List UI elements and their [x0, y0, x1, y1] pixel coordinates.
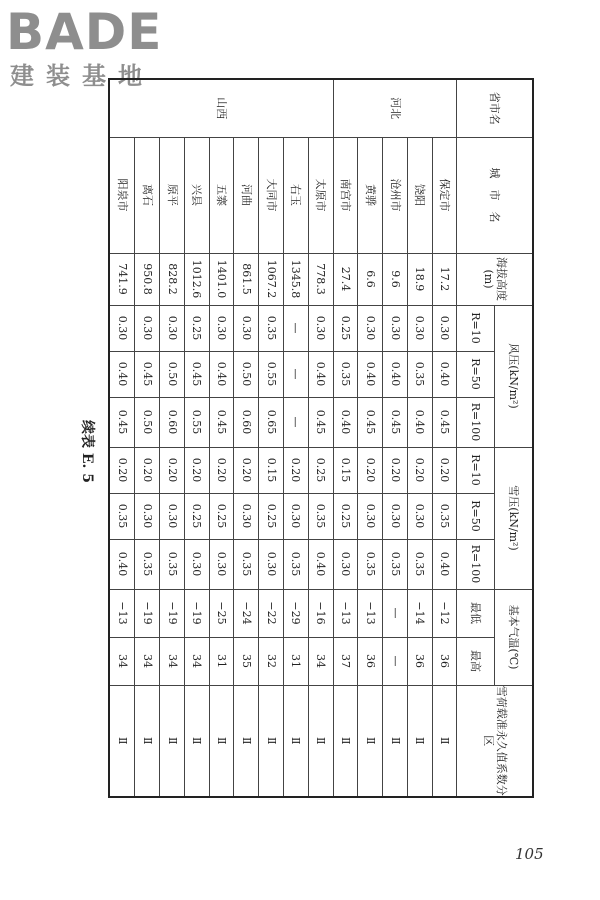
city-cell: 河曲	[234, 137, 259, 253]
zone-cell: Ⅱ	[383, 685, 408, 797]
wind-r50-cell: 0.45	[135, 351, 160, 397]
temp-max-cell: 32	[259, 637, 284, 685]
wind-r50-cell: 0.40	[308, 351, 333, 397]
wind-r100-cell: 0.55	[184, 397, 209, 447]
table-caption: 续表 E. 5	[79, 420, 95, 484]
snow-r100-cell: 0.35	[160, 539, 185, 589]
snow-r10-cell: 0.20	[284, 447, 309, 493]
header-wind-r100: R=100	[457, 397, 495, 447]
wind-r100-cell: —	[284, 397, 309, 447]
wind-r50-cell: 0.40	[109, 351, 135, 397]
header-altitude: 海拔高度(m)	[457, 253, 533, 305]
table-body	[109, 79, 457, 797]
header-snow-pressure: 雪压(kN/m²)	[495, 447, 533, 589]
zone-cell: Ⅱ	[160, 685, 185, 797]
snow-r100-cell: 0.30	[333, 539, 358, 589]
temp-min-cell: −29	[284, 589, 309, 637]
altitude-cell: 27.4	[333, 253, 358, 305]
temp-min-cell: −24	[234, 589, 259, 637]
zone-cell: Ⅱ	[234, 685, 259, 797]
province-cell: 山西	[109, 79, 333, 137]
wind-r100-cell: 0.45	[432, 397, 457, 447]
snow-r10-cell: 0.20	[109, 447, 135, 493]
snow-r100-cell: 0.35	[358, 539, 383, 589]
altitude-cell: 828.2	[160, 253, 185, 305]
temp-max-cell: 34	[308, 637, 333, 685]
snow-r10-cell: 0.20	[184, 447, 209, 493]
zone-cell: Ⅱ	[135, 685, 160, 797]
wind-r10-cell: 0.30	[358, 305, 383, 351]
zone-cell: Ⅱ	[284, 685, 309, 797]
temp-max-cell: —	[383, 637, 408, 685]
altitude-cell: 778.3	[308, 253, 333, 305]
header-snow-zone: 雪荷载准永久值系数分区	[457, 685, 533, 797]
city-cell: 保定市	[432, 137, 457, 253]
table-row	[135, 79, 160, 797]
snow-r10-cell: 0.20	[358, 447, 383, 493]
table-row	[284, 79, 309, 797]
altitude-cell: 950.8	[135, 253, 160, 305]
city-cell: 沧州市	[383, 137, 408, 253]
wind-r10-cell: 0.35	[259, 305, 284, 351]
snow-r50-cell: 0.30	[135, 493, 160, 539]
header-temp-max: 最高	[457, 637, 495, 685]
table-row	[209, 79, 234, 797]
province-cell: 河北	[333, 79, 457, 137]
temp-max-cell: 36	[358, 637, 383, 685]
snow-r50-cell: 0.30	[160, 493, 185, 539]
wind-r10-cell: 0.30	[135, 305, 160, 351]
wind-r100-cell: 0.45	[358, 397, 383, 447]
zone-cell: Ⅱ	[184, 685, 209, 797]
wind-r100-cell: 0.40	[407, 397, 432, 447]
temp-min-cell: —	[383, 589, 408, 637]
city-cell: 五寨	[209, 137, 234, 253]
city-cell: 原平	[160, 137, 185, 253]
snow-r50-cell: 0.30	[358, 493, 383, 539]
temp-min-cell: −13	[109, 589, 135, 637]
snow-r100-cell: 0.40	[432, 539, 457, 589]
altitude-cell: 18.9	[407, 253, 432, 305]
wind-r50-cell: 0.35	[407, 351, 432, 397]
table-header	[457, 79, 533, 797]
table-row	[383, 79, 408, 797]
city-cell: 太原市	[308, 137, 333, 253]
wind-r100-cell: 0.45	[209, 397, 234, 447]
table-row	[407, 79, 432, 797]
temp-min-cell: −25	[209, 589, 234, 637]
altitude-cell: 1401.0	[209, 253, 234, 305]
table-row	[432, 79, 457, 797]
header-basic-temperature: 基本气温(℃)	[495, 589, 533, 685]
zone-cell: Ⅱ	[259, 685, 284, 797]
temp-max-cell: 34	[160, 637, 185, 685]
wind-r50-cell: 0.55	[259, 351, 284, 397]
snow-r10-cell: 0.25	[308, 447, 333, 493]
temp-max-cell: 36	[407, 637, 432, 685]
snow-r50-cell: 0.35	[308, 493, 333, 539]
wind-r50-cell: 0.35	[333, 351, 358, 397]
wind-r50-cell: 0.45	[184, 351, 209, 397]
snow-r10-cell: 0.20	[432, 447, 457, 493]
snow-r100-cell: 0.30	[259, 539, 284, 589]
temp-min-cell: −14	[407, 589, 432, 637]
city-cell: 饶阳	[407, 137, 432, 253]
altitude-cell: 6.6	[358, 253, 383, 305]
wind-r100-cell: 0.60	[160, 397, 185, 447]
snow-r10-cell: 0.20	[135, 447, 160, 493]
zone-cell: Ⅱ	[308, 685, 333, 797]
wind-r50-cell: 0.40	[209, 351, 234, 397]
temp-min-cell: −12	[432, 589, 457, 637]
header-wind-r50: R=50	[457, 351, 495, 397]
wind-r100-cell: 0.60	[234, 397, 259, 447]
snow-r100-cell: 0.30	[184, 539, 209, 589]
wind-r100-cell: 0.45	[109, 397, 135, 447]
table-row	[308, 79, 333, 797]
table-row	[333, 79, 358, 797]
table-row	[234, 79, 259, 797]
wind-r100-cell: 0.45	[308, 397, 333, 447]
temp-max-cell: 34	[184, 637, 209, 685]
snow-r100-cell: 0.40	[308, 539, 333, 589]
rotated-table-wrapper	[108, 78, 534, 796]
wind-r50-cell: —	[284, 351, 309, 397]
snow-r100-cell: 0.35	[407, 539, 432, 589]
city-cell: 右玉	[284, 137, 309, 253]
wind-r10-cell: 0.30	[234, 305, 259, 351]
wind-r10-cell: 0.25	[184, 305, 209, 351]
wind-r100-cell: 0.40	[333, 397, 358, 447]
city-cell: 大同市	[259, 137, 284, 253]
snow-r50-cell: 0.25	[209, 493, 234, 539]
city-cell: 兴县	[184, 137, 209, 253]
temp-max-cell: 31	[284, 637, 309, 685]
snow-r10-cell: 0.20	[160, 447, 185, 493]
table-row	[109, 79, 135, 797]
climate-table	[108, 78, 534, 798]
zone-cell: Ⅱ	[209, 685, 234, 797]
temp-min-cell: −13	[333, 589, 358, 637]
snow-r50-cell: 0.35	[432, 493, 457, 539]
wind-r50-cell: 0.50	[234, 351, 259, 397]
snow-r10-cell: 0.20	[407, 447, 432, 493]
snow-r100-cell: 0.30	[209, 539, 234, 589]
altitude-cell: 741.9	[109, 253, 135, 305]
altitude-cell: 861.5	[234, 253, 259, 305]
snow-r50-cell: 0.30	[383, 493, 408, 539]
header-wind-r10: R=10	[457, 305, 495, 351]
snow-r10-cell: 0.15	[259, 447, 284, 493]
header-snow-r10: R=10	[457, 447, 495, 493]
snow-r50-cell: 0.25	[259, 493, 284, 539]
wind-r10-cell: 0.30	[160, 305, 185, 351]
header-city: 城 市 名	[457, 137, 533, 253]
temp-max-cell: 35	[234, 637, 259, 685]
altitude-cell: 1012.6	[184, 253, 209, 305]
wind-r10-cell: 0.30	[407, 305, 432, 351]
wind-r10-cell: 0.30	[432, 305, 457, 351]
temp-max-cell: 34	[135, 637, 160, 685]
wind-r10-cell: 0.25	[333, 305, 358, 351]
wind-r50-cell: 0.40	[383, 351, 408, 397]
snow-r50-cell: 0.30	[234, 493, 259, 539]
snow-r100-cell: 0.35	[284, 539, 309, 589]
zone-cell: Ⅱ	[109, 685, 135, 797]
logo-subtitle: 建装基地	[10, 62, 154, 90]
zone-cell: Ⅱ	[333, 685, 358, 797]
header-snow-r100: R=100	[457, 539, 495, 589]
zone-cell: Ⅱ	[407, 685, 432, 797]
wind-r10-cell: 0.30	[209, 305, 234, 351]
altitude-cell: 1345.8	[284, 253, 309, 305]
snow-r10-cell: 0.20	[234, 447, 259, 493]
snow-r50-cell: 0.25	[333, 493, 358, 539]
wind-r50-cell: 0.40	[358, 351, 383, 397]
wind-r100-cell: 0.50	[135, 397, 160, 447]
zone-cell: Ⅱ	[432, 685, 457, 797]
snow-r50-cell: 0.35	[109, 493, 135, 539]
temp-max-cell: 31	[209, 637, 234, 685]
altitude-cell: 17.2	[432, 253, 457, 305]
header-temp-min: 最低	[457, 589, 495, 637]
snow-r50-cell: 0.30	[284, 493, 309, 539]
altitude-cell: 1067.2	[259, 253, 284, 305]
altitude-cell: 9.6	[383, 253, 408, 305]
city-cell: 南宫市	[333, 137, 358, 253]
wind-r10-cell: 0.30	[308, 305, 333, 351]
header-snow-r50: R=50	[457, 493, 495, 539]
wind-r50-cell: 0.40	[432, 351, 457, 397]
city-cell: 阳泉市	[109, 137, 135, 253]
wind-r10-cell: 0.30	[109, 305, 135, 351]
snow-r10-cell: 0.15	[333, 447, 358, 493]
table-row	[160, 79, 185, 797]
wind-r50-cell: 0.50	[160, 351, 185, 397]
temp-min-cell: −16	[308, 589, 333, 637]
wind-r100-cell: 0.65	[259, 397, 284, 447]
logo-wordmark: BADE	[6, 3, 163, 61]
snow-r100-cell: 0.35	[135, 539, 160, 589]
snow-r50-cell: 0.25	[184, 493, 209, 539]
snow-r10-cell: 0.20	[209, 447, 234, 493]
header-wind-pressure: 风压(kN/m²)	[495, 305, 533, 447]
temp-min-cell: −13	[358, 589, 383, 637]
zone-cell: Ⅱ	[358, 685, 383, 797]
city-cell: 黄骅	[358, 137, 383, 253]
temp-max-cell: 36	[432, 637, 457, 685]
temp-min-cell: −22	[259, 589, 284, 637]
table-row	[259, 79, 284, 797]
wind-r10-cell: 0.30	[383, 305, 408, 351]
snow-r100-cell: 0.40	[109, 539, 135, 589]
header-province: 省市名	[457, 79, 533, 137]
table-row	[184, 79, 209, 797]
temp-max-cell: 34	[109, 637, 135, 685]
temp-min-cell: −19	[135, 589, 160, 637]
snow-r100-cell: 0.35	[234, 539, 259, 589]
page-number: 105	[515, 845, 544, 863]
table-row	[358, 79, 383, 797]
snow-r10-cell: 0.20	[383, 447, 408, 493]
temp-min-cell: −19	[160, 589, 185, 637]
wind-r10-cell: —	[284, 305, 309, 351]
snow-r50-cell: 0.30	[407, 493, 432, 539]
city-cell: 离石	[135, 137, 160, 253]
wind-r100-cell: 0.45	[383, 397, 408, 447]
temp-max-cell: 37	[333, 637, 358, 685]
snow-r100-cell: 0.35	[383, 539, 408, 589]
temp-min-cell: −19	[184, 589, 209, 637]
